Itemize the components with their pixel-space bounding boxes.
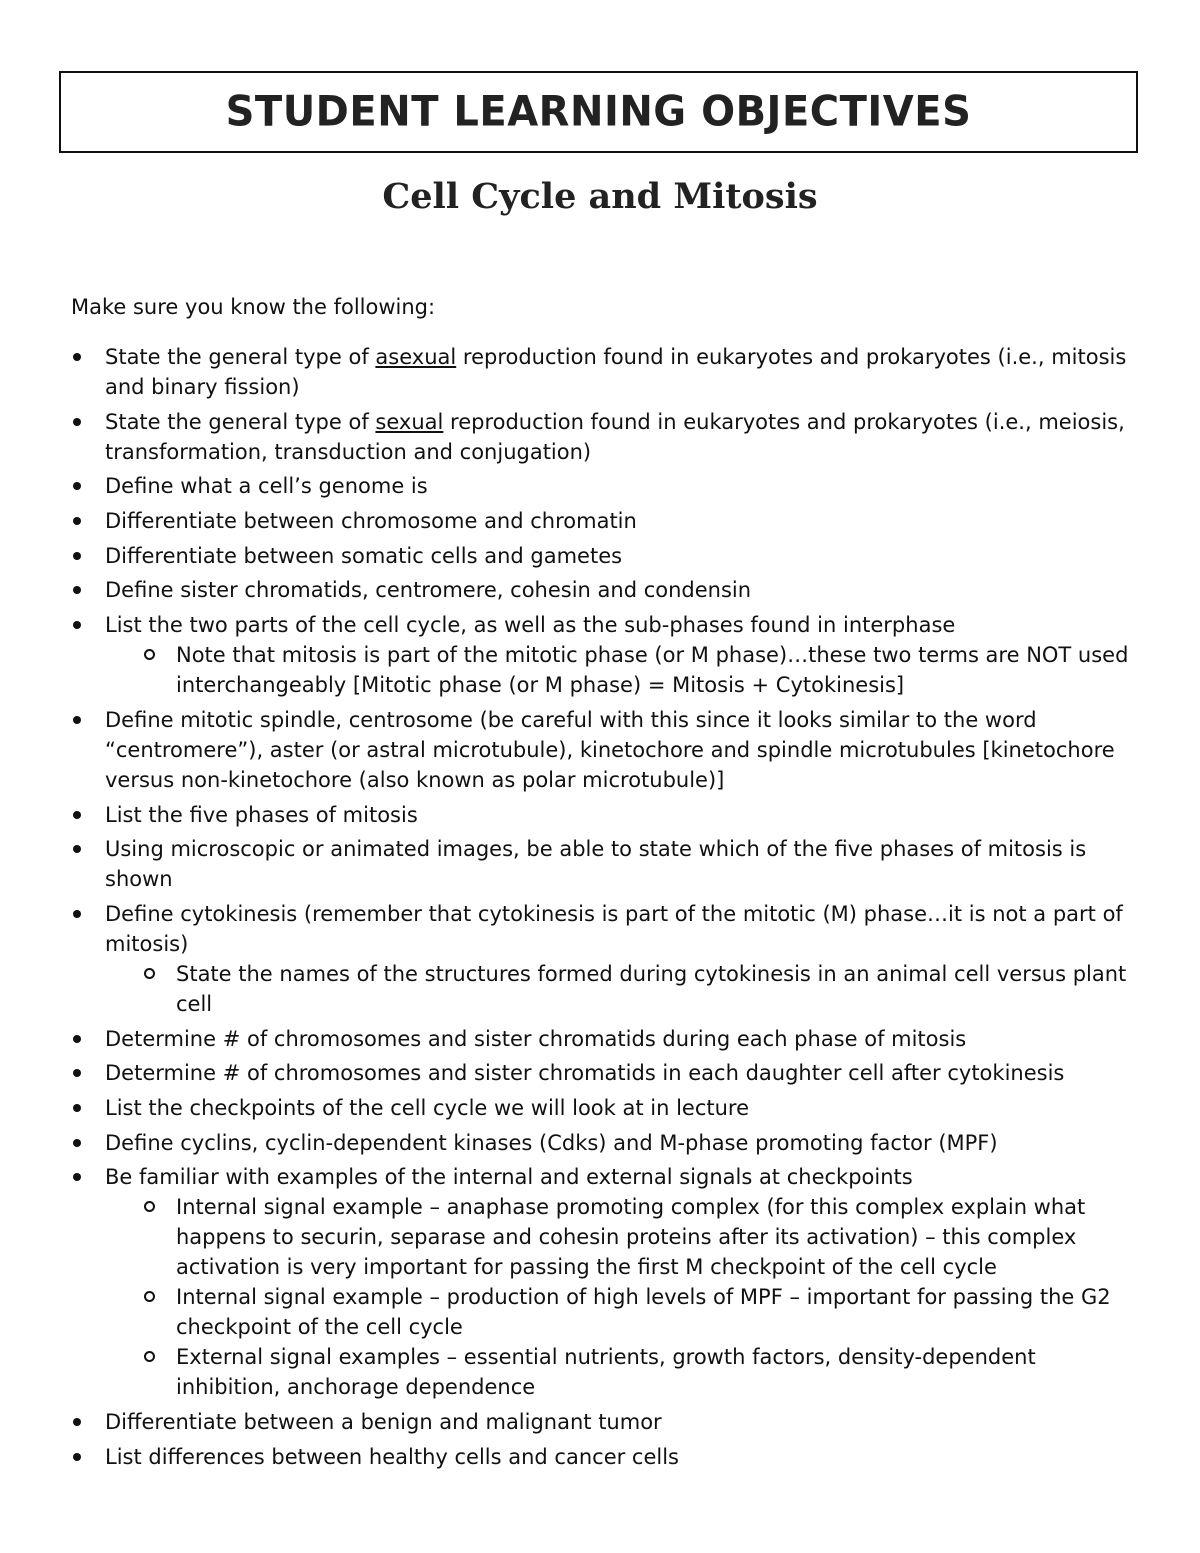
circle-bullet-icon <box>144 1291 155 1302</box>
bullet-icon <box>73 418 81 426</box>
objectives-list <box>67 342 1137 1472</box>
objective-item <box>67 407 1137 467</box>
objective-text: List differences between healthy cells and cancer cells <box>105 1444 679 1469</box>
bullet-icon <box>73 621 81 629</box>
bullet-icon <box>73 1104 81 1112</box>
objective-item <box>67 471 1137 501</box>
objective-text: State the general type of <box>105 409 376 434</box>
bullet-icon <box>73 482 81 490</box>
bullet-icon <box>73 353 81 361</box>
sub-objective-item <box>105 1282 1137 1342</box>
bullet-icon <box>73 552 81 560</box>
bullet-icon <box>73 845 81 853</box>
circle-bullet-icon <box>144 1201 155 1212</box>
objective-text: Determine # of chromosomes and sister chromatids in each daughter cell after cytokinesis <box>105 1061 1065 1086</box>
bullet-icon <box>73 716 81 724</box>
objective-text: State the general type of <box>105 345 376 369</box>
bullet-icon <box>73 910 81 918</box>
objective-text: reproduction found in eukaryotes and prokaryotes (i.e., mitosis and binary fission) <box>105 345 1127 399</box>
bullet-icon <box>73 1453 81 1461</box>
sub-objective-item <box>105 959 1137 1019</box>
bullet-icon <box>73 1139 81 1147</box>
sub-objectives-list <box>105 959 1137 1019</box>
objective-item <box>67 610 1137 700</box>
objective-text: Determine # of chromosomes and sister chromatids during each phase of mitosis <box>105 1026 967 1051</box>
objective-item <box>67 1128 1137 1158</box>
objective-text: Define cyclins, cyclin-dependent kinases (Cdks) and M-phase promoting factor (MPF) <box>105 1130 998 1155</box>
page-title: STUDENT LEARNING OBJECTIVES <box>225 87 972 137</box>
objective-item <box>67 800 1137 830</box>
objective-item <box>67 1407 1137 1437</box>
objective-text: List the checkpoints of the cell cycle we will look at in lecture <box>105 1095 750 1120</box>
objective-text: Define what a cell’s genome is <box>105 474 428 499</box>
sub-objective-text: External signal examples – essential nutrients, growth factors, density-dependent inhibition, anchorage dependence <box>176 1345 1036 1400</box>
sub-objective-text: State the names of the structures formed during cytokinesis in an animal cell versus plant cell <box>176 961 1127 1016</box>
bullet-icon <box>73 1069 81 1077</box>
objective-text: List the two parts of the cell cycle, as well as the sub-phases found in interphase <box>105 613 956 638</box>
sub-objective-text: Internal signal example – anaphase promoting complex (for this complex explain what happens to securin, separase and cohesin proteins after its activation) – this complex activation is very important for passing the first M checkpoint of the cell cycle <box>176 1195 1086 1280</box>
objective-item <box>67 342 1137 402</box>
intro-text: Make sure you know the following: <box>71 295 436 319</box>
sub-objectives-list <box>105 640 1137 700</box>
sub-objective-item <box>105 1192 1137 1282</box>
objective-item <box>67 1058 1137 1088</box>
objective-text: Define cytokinesis (remember that cytokinesis is part of the mitotic (M) phase…it is not a part of mitosis) <box>105 901 1123 956</box>
objective-text: Differentiate between a benign and malignant tumor <box>105 1410 662 1434</box>
objective-text: Be familiar with examples of the internal and external signals at checkpoints <box>105 1165 913 1190</box>
underlined-term: asexual <box>375 345 457 369</box>
bullet-icon <box>73 811 81 819</box>
objective-text: Differentiate between chromosome and chromatin <box>105 509 637 534</box>
circle-bullet-icon <box>144 649 155 660</box>
objective-text: Define mitotic spindle, centrosome (be careful with this since it looks similar to the word “centromere”), aster (or astral microtubule), kinetochore and spindle microtubules [kinetochore versus non-kinetochore (also known as polar microtubule)] <box>105 707 1115 792</box>
objective-item <box>67 1093 1137 1123</box>
sub-objectives-list <box>105 1192 1137 1402</box>
sub-objective-item <box>105 1342 1137 1402</box>
objective-item <box>67 705 1137 795</box>
bullet-icon <box>73 1418 81 1426</box>
objective-item <box>67 1442 1137 1472</box>
objective-text: Define sister chromatids, centromere, cohesin and condensin <box>105 578 752 603</box>
underlined-term: sexual <box>375 409 444 434</box>
bullet-icon <box>73 517 81 525</box>
objective-item <box>67 899 1137 1019</box>
bullet-icon <box>73 1173 81 1181</box>
bullet-icon <box>73 1035 81 1043</box>
sub-objective-text: Internal signal example – production of high levels of MPF – important for passing the G2 checkpoint of the cell cycle <box>176 1285 1111 1340</box>
objective-item <box>67 575 1137 605</box>
objective-item <box>67 1162 1137 1402</box>
bullet-icon <box>73 586 81 594</box>
objective-text: Using microscopic or animated images, be able to state which of the five phases of mitosis is shown <box>105 837 1087 892</box>
circle-bullet-icon <box>144 968 155 979</box>
objective-text: Differentiate between somatic cells and gametes <box>105 543 623 568</box>
circle-bullet-icon <box>144 1351 155 1362</box>
title-box <box>59 71 1138 153</box>
objective-text: List the five phases of mitosis <box>105 802 418 827</box>
objective-item <box>67 506 1137 536</box>
objective-item <box>67 834 1137 894</box>
page-subtitle: Cell Cycle and Mitosis <box>382 176 818 217</box>
sub-objective-text: Note that mitosis is part of the mitotic phase (or M phase)…these two terms are NOT used interchangeably [Mitotic phase (or M phase) = Mitosis + Cytokinesis] <box>176 643 1129 698</box>
objective-text: reproduction found in eukaryotes and prokaryotes (i.e., meiosis, transformation, transduction and conjugation) <box>105 409 1125 464</box>
sub-objective-item <box>105 640 1137 700</box>
objective-item <box>67 541 1137 571</box>
objective-item <box>67 1024 1137 1054</box>
